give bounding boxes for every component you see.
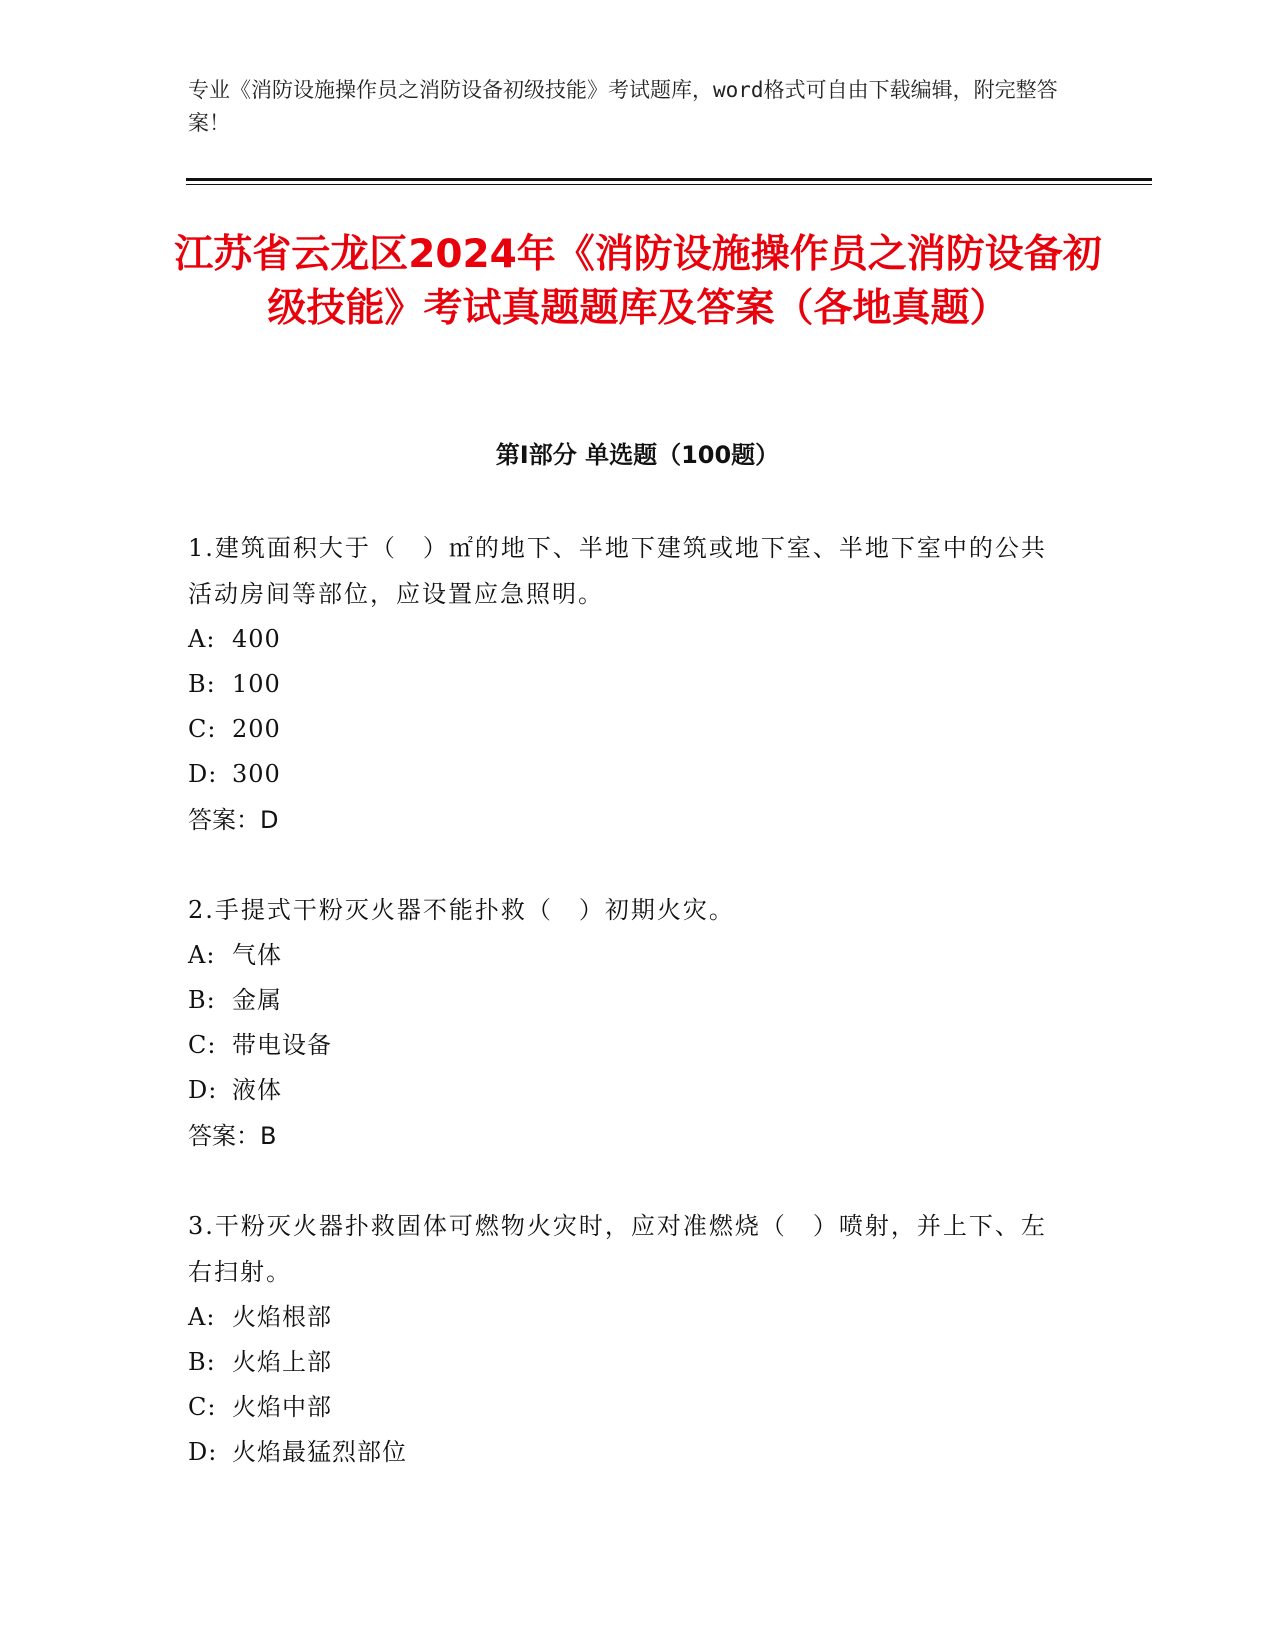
question-stem: 3.干粉灭火器扑救固体可燃物火灾时，应对准燃烧（ ）喷射，并上下、左右扫射。 (188, 1212, 1047, 1286)
option-b (188, 662, 1068, 707)
option-d (188, 1430, 1068, 1475)
option-letter: B: (188, 986, 216, 1014)
option-text: 火焰中部 (232, 1393, 332, 1421)
option-text: 液体 (232, 1076, 282, 1104)
header-divider-thin (186, 184, 1152, 185)
option-text: 火焰最猛烈部位 (232, 1438, 407, 1466)
option-letter: D: (188, 760, 218, 788)
option-letter: A: (188, 625, 216, 653)
option-text: 火焰上部 (232, 1348, 332, 1376)
question-item (188, 887, 1068, 1159)
option-text: 400 (232, 625, 281, 653)
option-letter: C: (188, 1031, 217, 1059)
header-divider-thick (186, 178, 1152, 181)
option-text: 火焰根部 (232, 1303, 332, 1331)
option-text: 带电设备 (232, 1031, 332, 1059)
option-c (188, 1023, 1068, 1068)
option-letter: A: (188, 941, 216, 969)
option-letter: D: (188, 1438, 218, 1466)
option-b (188, 1340, 1068, 1385)
question-stem: 2.手提式干粉灭火器不能扑救（ ）初期火灾。 (188, 896, 735, 924)
option-c (188, 1385, 1068, 1430)
document-title: 江苏省云龙区2024年《消防设施操作员之消防设备初级技能》考试真题题库及答案（各地真题） (174, 232, 1102, 331)
option-letter: A: (188, 1303, 216, 1331)
option-letter: D: (188, 1076, 218, 1104)
option-letter: B: (188, 1348, 216, 1376)
option-text: 金属 (232, 986, 282, 1014)
option-d (188, 1068, 1068, 1113)
option-letter: B: (188, 670, 216, 698)
option-a (188, 617, 1068, 662)
option-d (188, 752, 1068, 797)
option-a (188, 933, 1068, 978)
question-item (188, 1203, 1068, 1475)
option-text: 200 (232, 715, 281, 743)
option-letter: C: (188, 715, 217, 743)
option-a (188, 1295, 1068, 1340)
option-text: 气体 (232, 941, 282, 969)
question-stem: 1.建筑面积大于（ ）㎡的地下、半地下建筑或地下室、半地下室中的公共活动房间等部位，应设置应急照明。 (188, 534, 1047, 608)
option-text: 100 (232, 670, 281, 698)
option-b (188, 978, 1068, 1023)
question-item (188, 525, 1068, 843)
answer-line: 答案：B (188, 1122, 277, 1150)
header-note: 专业《消防设施操作员之消防设备初级技能》考试题库，word格式可自由下载编辑，附完整答案！ (188, 78, 1058, 135)
option-letter: C: (188, 1393, 217, 1421)
option-c (188, 707, 1068, 752)
section-heading: 第Ⅰ部分 单选题（100题） (495, 441, 780, 469)
option-text: 300 (232, 760, 281, 788)
answer-line: 答案：D (188, 806, 279, 834)
question-list (188, 525, 1068, 1519)
